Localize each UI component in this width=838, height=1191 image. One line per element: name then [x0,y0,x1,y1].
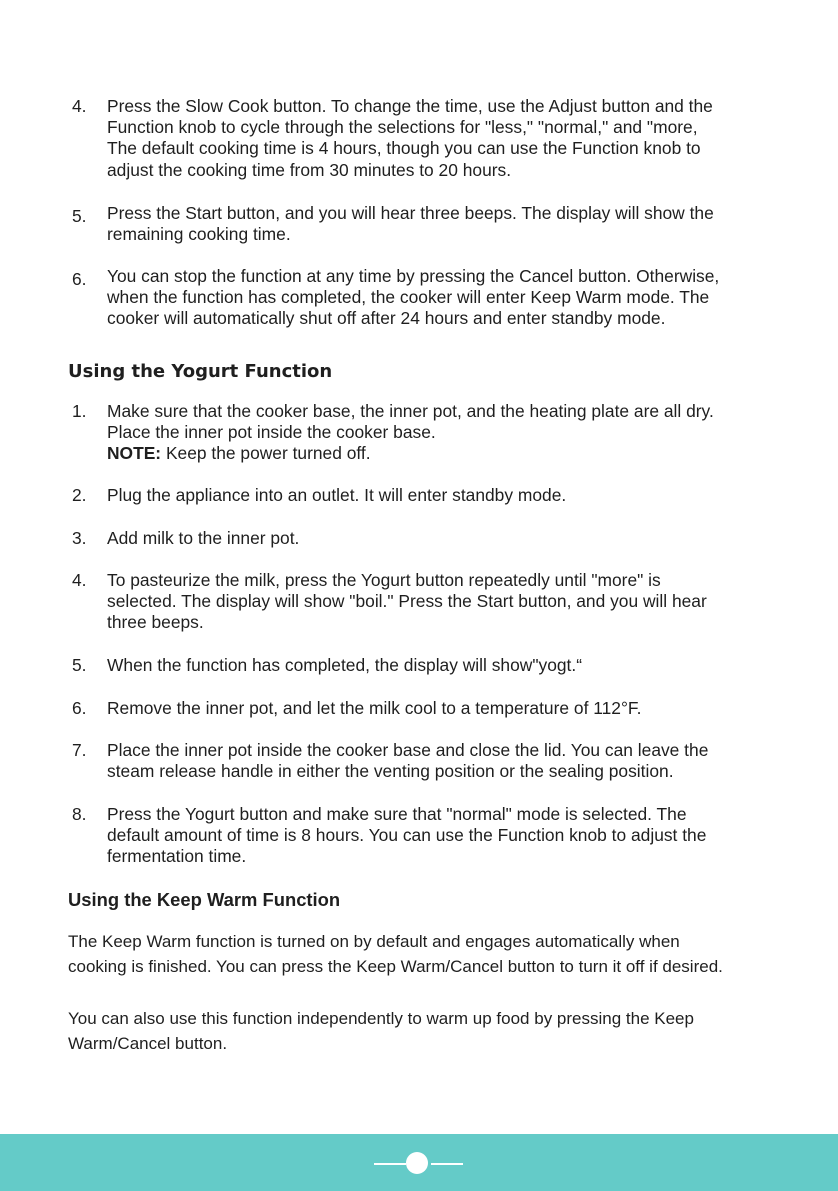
yogurt-step-8 [68,804,788,868]
step-text: Place the inner pot inside the cooker base and close the lid. You can leave the [107,740,709,760]
step-text: remaining cooking time. [107,224,291,245]
yogurt-step-4 [68,570,788,634]
step-text: Press the Slow Cook button. To change the time, use the Adjust button and the [107,96,713,116]
yogurt-heading: Using the Yogurt Function [68,361,333,382]
step-text: default amount of time is 8 hours. You can use the Function knob to adjust the [107,825,707,846]
step-text: when the function has completed, the cooker will enter Keep Warm mode. The [107,287,710,308]
step-text: Press the Yogurt button and make sure that "normal" mode is selected. The [107,804,687,824]
step-text: Function knob to cycle through the selections for "less," "normal," and "more, [107,117,698,138]
step-text: three beeps. [107,612,204,633]
paragraph-line: You can also use this function independently to warm up food by pressing the Keep [68,1009,694,1028]
step-number: 2. [72,485,87,505]
step-number: 5. [72,655,87,675]
yogurt-step-5 [68,655,788,676]
slow-cook-step-4 [68,96,788,181]
keep-warm-heading: Using the Keep Warm Function [68,889,341,910]
step-number: 8. [72,804,87,824]
yogurt-step-7 [68,740,788,782]
step-text: When the function has completed, the display will show"yogt.“ [107,655,582,675]
step-text: Plug the appliance into an outlet. It will enter standby mode. [107,485,567,505]
step-number: 5. [72,206,87,226]
step-number: 3. [72,528,87,548]
footer-rule-right [431,1163,463,1165]
yogurt-step-2 [68,485,788,506]
step-text: fermentation time. [107,846,247,867]
slow-cook-step-5 [68,203,788,245]
step-note [107,443,788,464]
step-text: You can stop the function at any time by pressing the Cancel button. Otherwise, [107,266,720,286]
footer-band [0,1134,838,1191]
step-text: Make sure that the cooker base, the inner pot, and the heating plate are all dry. [107,401,714,421]
yogurt-step-1 [68,401,788,465]
paragraph-line: The Keep Warm function is turned on by default and engages automatically when [68,932,680,951]
step-text: Place the inner pot inside the cooker base. [107,422,436,443]
keep-warm-paragraph-2 [68,1006,808,1056]
step-text: cooker will automatically shut off after 24 hours and enter standby mode. [107,308,666,329]
step-number: 7. [72,740,87,760]
step-text: Remove the inner pot, and let the milk cool to a temperature of 112°F. [107,698,642,718]
step-text: steam release handle in either the venting position or the sealing position. [107,761,674,782]
paragraph-line: cooking is finished. You can press the Keep Warm/Cancel button to turn it off if desired. [68,957,723,976]
slow-cook-step-6 [68,266,788,330]
step-text: To pasteurize the milk, press the Yogurt button repeatedly until "more" is [107,570,661,590]
footer-rule-left [374,1163,406,1165]
step-text: The default cooking time is 4 hours, though you can use the Function knob to [107,138,701,159]
note-text: Keep the power turned off. [161,443,371,464]
circle-dot-icon [406,1152,428,1174]
keep-warm-paragraph-1 [68,929,808,979]
step-number: 6. [72,698,87,718]
step-number: 4. [72,570,87,590]
step-text: Press the Start button, and you will hear three beeps. The display will show the [107,203,714,223]
paragraph-line: Warm/Cancel button. [68,1034,228,1053]
step-text: selected. The display will show "boil." Press the Start button, and you will hear [107,591,707,612]
yogurt-step-6 [68,698,788,719]
note-label: NOTE: [107,443,162,464]
step-text: adjust the cooking time from 30 minutes to 20 hours. [107,159,512,180]
step-number: 1. [72,401,87,421]
step-text: Add milk to the inner pot. [107,528,300,548]
step-number: 6. [72,269,87,289]
step-number: 4. [72,96,87,116]
yogurt-step-3 [68,528,788,549]
